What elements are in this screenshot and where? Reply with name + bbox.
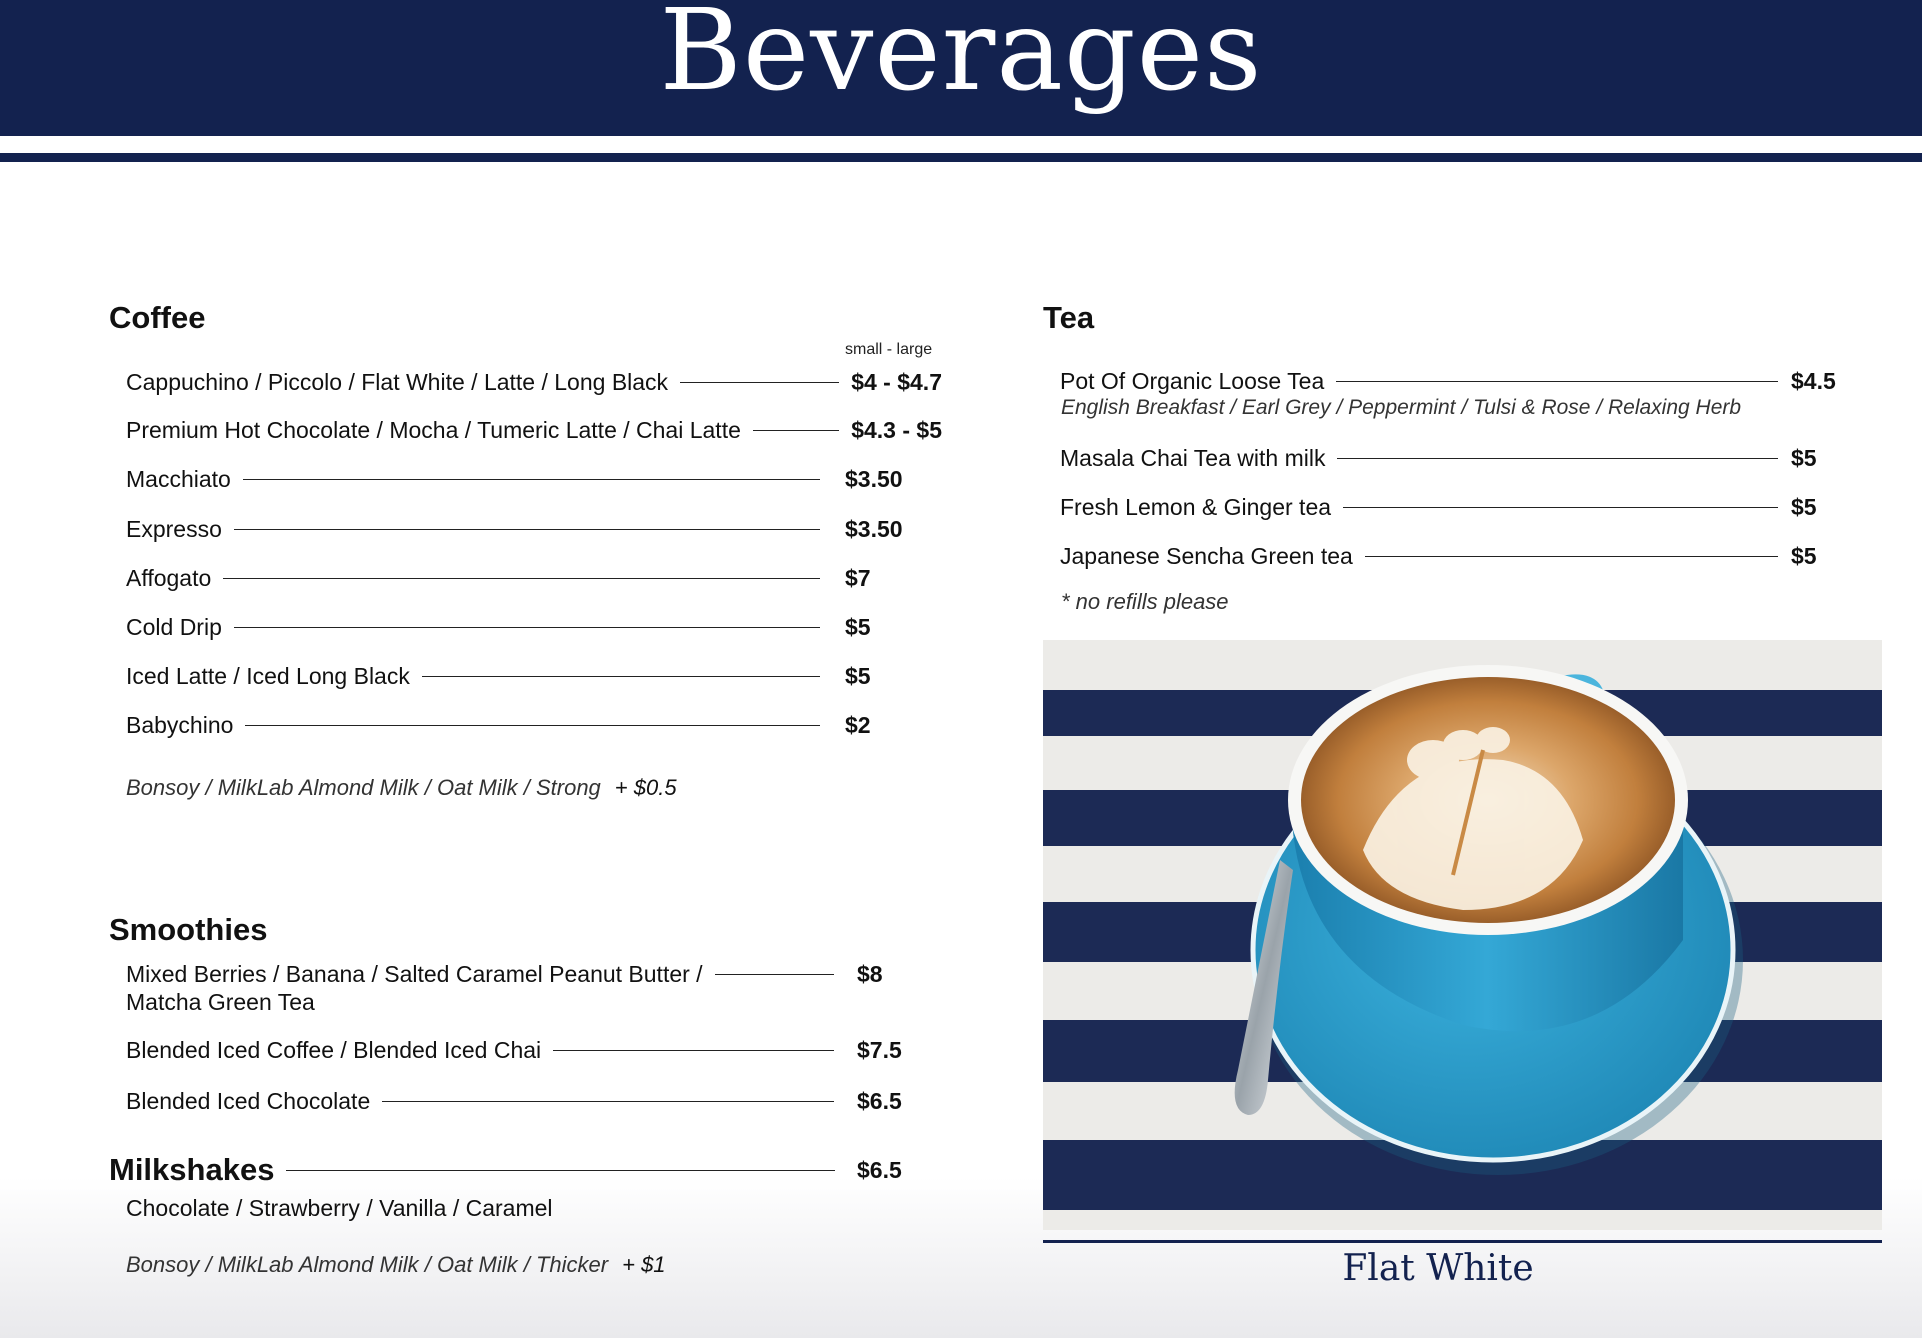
leader-line (1336, 381, 1778, 382)
item-price: $6.5 (857, 1157, 902, 1183)
item-name: Japanese Sencha Green tea (1060, 542, 1353, 569)
item-price: $5 (1791, 543, 1817, 569)
menu-item (1060, 442, 1790, 474)
menu-item-continuation (126, 986, 315, 1018)
menu-item (126, 414, 942, 446)
leader-line (223, 578, 820, 579)
leader-line (382, 1101, 834, 1102)
item-name: Cappuchino / Piccolo / Flat White / Latte / Long Black (126, 368, 669, 395)
menu-item (126, 366, 942, 398)
menu-item (126, 463, 832, 495)
item-price: $7 (845, 565, 871, 591)
menu-item (126, 611, 832, 643)
page-title: Beverages (659, 0, 1263, 116)
item-name: Expresso (126, 515, 222, 542)
item-name: Cold Drip (126, 613, 222, 640)
item-name: Premium Hot Chocolate / Mocha / Tumeric Latte / Chai Latte (126, 416, 741, 443)
menu-item (1060, 491, 1790, 523)
leader-line (234, 627, 820, 628)
leader-line (1337, 458, 1778, 459)
item-name: Iced Latte / Iced Long Black (126, 662, 410, 689)
item-price: $5 (1791, 494, 1817, 520)
item-name: Pot Of Organic Loose Tea (1060, 367, 1325, 394)
extras-text: Bonsoy / MilkLab Almond Milk / Oat Milk / Strong (126, 775, 601, 800)
leader-line (243, 479, 820, 480)
item-name: Fresh Lemon & Ginger tea (1060, 493, 1332, 520)
section-title-coffee: Coffee (109, 300, 206, 335)
tea-varieties: English Breakfast / Earl Grey / Peppermint / Tulsi & Rose / Relaxing Herb (1061, 396, 1742, 419)
item-price: $3.50 (845, 516, 903, 542)
item-name-line2: Matcha Green Tea (126, 988, 315, 1015)
menu-item (126, 1034, 846, 1066)
size-hint: small - large (845, 341, 933, 358)
item-price: $3.50 (845, 466, 903, 492)
item-name: Blended Iced Coffee / Blended Iced Chai (126, 1036, 542, 1063)
item-name: Masala Chai Tea with milk (1060, 444, 1326, 471)
menu-item (1060, 365, 1790, 397)
coffee-cup-illustration (1043, 640, 1882, 1230)
no-refills-note: * no refills please (1061, 589, 1229, 614)
leader-line (234, 529, 820, 530)
leader-line (422, 676, 820, 677)
caption-divider (1043, 1240, 1882, 1243)
photo-caption: Flat White (1342, 1248, 1534, 1289)
item-name: Babychino (126, 711, 234, 738)
extras-text: Bonsoy / MilkLab Almond Milk / Oat Milk / Thicker (126, 1252, 609, 1277)
item-price: $4.5 (1791, 368, 1836, 394)
item-price: $4.3 - $5 (851, 416, 942, 443)
item-price: $4 - $4.7 (851, 368, 942, 395)
item-price: $2 (845, 712, 871, 738)
item-price: $6.5 (857, 1088, 902, 1114)
section-title-tea: Tea (1043, 300, 1095, 335)
item-price: $5 (1791, 445, 1817, 471)
section-title-smoothies: Smoothies (109, 912, 268, 947)
item-price: $7.5 (857, 1037, 902, 1063)
menu-item (1060, 540, 1790, 572)
leader-line (553, 1050, 834, 1051)
coffee-extras-note (126, 775, 677, 801)
leader-line (1343, 507, 1778, 508)
header-banner (0, 0, 1922, 136)
item-price: $8 (857, 961, 883, 987)
menu-item (126, 513, 832, 545)
flavours-text: Chocolate / Strawberry / Vanilla / Caramel (126, 1194, 553, 1221)
milkshake-extras-note (126, 1252, 666, 1278)
item-name: Affogato (126, 564, 212, 591)
leader-line (1365, 556, 1778, 557)
menu-item (126, 1085, 846, 1117)
extras-price: + $0.5 (614, 775, 677, 800)
header-divider (0, 153, 1922, 162)
menu-item (126, 660, 832, 692)
leader-line (715, 974, 834, 975)
item-name: Blended Iced Chocolate (126, 1087, 371, 1114)
leader-line (753, 430, 839, 431)
milkshake-flavours (126, 1192, 553, 1224)
menu-item (126, 709, 832, 741)
item-price: $5 (845, 663, 871, 689)
section-title-milkshakes: Milkshakes (109, 1152, 275, 1187)
item-name: Mixed Berries / Banana / Salted Caramel Peanut Butter / (126, 960, 703, 987)
leader-line (286, 1170, 835, 1171)
extras-price: + $1 (622, 1252, 666, 1277)
leader-line (680, 382, 839, 383)
item-price: $5 (845, 614, 871, 640)
flat-white-photo (1043, 640, 1882, 1230)
menu-item (126, 562, 832, 594)
menu-item-milkshakes (109, 1152, 847, 1188)
leader-line (245, 725, 820, 726)
item-name: Macchiato (126, 465, 231, 492)
